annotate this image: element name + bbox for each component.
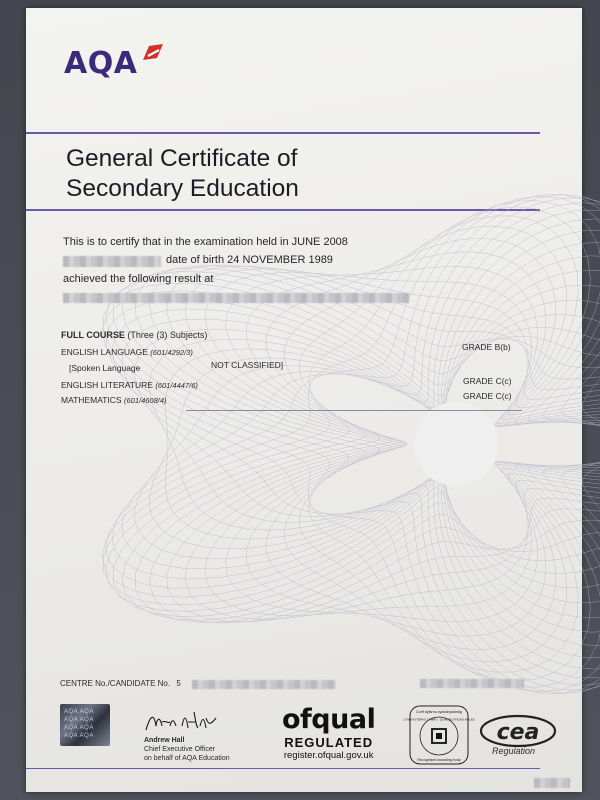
centre-number-redacted xyxy=(192,680,336,689)
guilloche-curve xyxy=(122,268,600,650)
guilloche-curve xyxy=(135,252,600,622)
signer-block xyxy=(144,736,230,763)
certify-line-1: This is to certify that in the examination held in JUNE 2008 xyxy=(63,236,348,248)
seal-ring-text: CYMWYSTERAU CYMRU · QUALIFICATIONS WALES xyxy=(403,717,475,722)
subject-mathematics xyxy=(61,395,167,405)
aqa-flag-icon xyxy=(139,42,165,64)
candidate-number-redacted xyxy=(420,679,524,688)
grade-english-literature: GRADE C(c) xyxy=(463,376,512,386)
guilloche-curve xyxy=(167,266,600,615)
ofqual-url: register.ofqual.gov.uk xyxy=(283,750,374,761)
ofqual-status: REGULATED xyxy=(284,735,374,750)
subject-english-language xyxy=(61,347,193,357)
guilloche-curve xyxy=(149,267,600,624)
candidate-name-redacted xyxy=(63,256,161,267)
full-course-detail: (Three (3) Subjects) xyxy=(127,330,208,340)
certificate-title xyxy=(66,144,299,204)
guilloche-curve xyxy=(185,269,600,619)
title-line-2: Secondary Education xyxy=(66,175,299,202)
certify-line-3: achieved the following result at xyxy=(63,273,214,285)
security-hologram xyxy=(60,704,110,746)
subject-name: MATHEMATICS xyxy=(61,395,122,405)
subject-english-literature xyxy=(61,380,198,390)
centre-prefix: 5 xyxy=(176,679,181,688)
seal-bottom-text: Recognised awarding body xyxy=(417,758,461,762)
cea-name: cea xyxy=(496,720,540,745)
guilloche-curve xyxy=(135,266,600,636)
seal-top-text: Corff dyfarnu cydnabyddedig xyxy=(416,710,462,714)
guilloche-curve xyxy=(112,256,600,694)
signer-title: Chief Executive Officer xyxy=(144,746,216,753)
grade-spoken-language: NOT CLASSIFIED] xyxy=(211,360,284,370)
hologram-text: AQA AQA AQA AQA AQA AQA AQA AQA xyxy=(64,709,94,739)
grade-mathematics: GRADE C(c) xyxy=(463,391,512,401)
results-end-rule xyxy=(186,410,522,411)
serial-number-redacted xyxy=(534,778,570,788)
signer-name: Andrew Hall xyxy=(144,737,185,744)
certificate-paper xyxy=(26,8,582,792)
subject-spoken-language: [Spoken Language xyxy=(69,363,141,373)
centre-name-redacted xyxy=(63,293,409,303)
subject-code: (601/4447/6) xyxy=(155,381,198,390)
subject-code: (601/4292/3) xyxy=(150,348,193,357)
cea-regulation: Regulation xyxy=(492,746,536,756)
qualifications-wales-seal xyxy=(403,705,475,765)
subject-code: (601/4608/4) xyxy=(123,396,167,405)
subject-name: ENGLISH LANGUAGE xyxy=(61,347,148,357)
signer-org: on behalf of AQA Education xyxy=(144,755,230,762)
signature-image xyxy=(144,708,224,734)
guilloche-curve xyxy=(102,285,600,687)
subject-name: ENGLISH LITERATURE xyxy=(61,380,153,390)
title-line-1: General Certificate of xyxy=(66,145,298,172)
centre-label: CENTRE No./CANDIDATE No. xyxy=(60,679,171,688)
header-rule-bottom xyxy=(26,209,540,211)
full-course-label: FULL COURSE xyxy=(61,330,125,340)
header-rule-top xyxy=(26,132,540,134)
aqa-logo xyxy=(64,46,165,90)
grade-english-language: GRADE B(b) xyxy=(462,342,511,352)
centre-candidate-row xyxy=(60,679,181,688)
full-course-heading xyxy=(61,330,207,340)
guilloche-curve xyxy=(167,272,600,621)
footer-rule xyxy=(26,768,540,769)
ofqual-logo xyxy=(282,705,375,762)
guilloche-curve xyxy=(135,198,600,658)
logo-text: AQA xyxy=(64,46,138,81)
ofqual-name: ofqual xyxy=(282,704,376,735)
date-of-birth: date of birth 24 NOVEMBER 1989 xyxy=(166,254,333,266)
guilloche-curve xyxy=(149,265,600,622)
